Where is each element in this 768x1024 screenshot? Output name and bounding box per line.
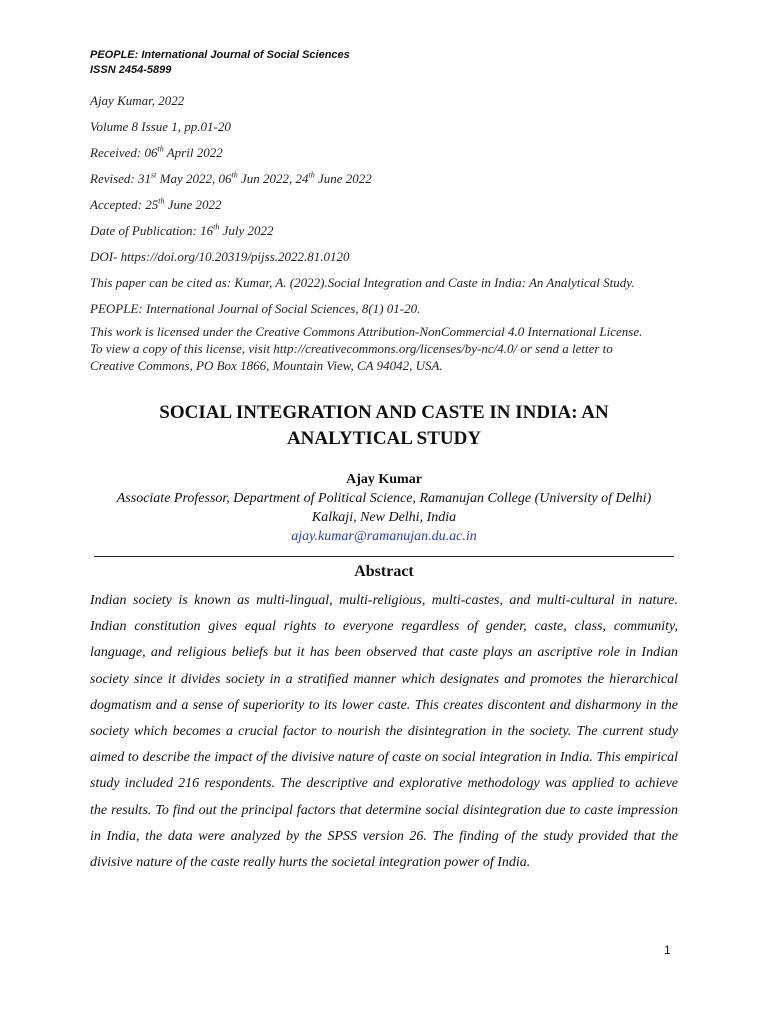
publication-suffix: July 2022 [219, 223, 274, 238]
journal-name: PEOPLE: International Journal of Social Sciences [90, 49, 350, 61]
publication-prefix: Date of Publication: 16 [90, 223, 214, 238]
section-divider [94, 556, 674, 557]
paper-title [90, 400, 678, 452]
author-email-link[interactable]: ajay.kumar@ramanujan.du.ac.in [291, 529, 477, 544]
article-meta [90, 92, 690, 374]
received-prefix: Received: 06 [90, 145, 158, 160]
abstract-body: Indian society is known as multi-lingual, multi-religious, multi-castes, and multi-cultural in nature. Indian constitution gives equal rights to everyone regardless of gender, caste, class, community, language, and religious beliefs but it has been observed that caste plays an ascriptive role in Indian society since it divides society in a stratified manner which designates and promotes the hierarchical dogmatism and a sense of superiority to its lower caste. This creates discontent and disharmony in the society which becomes a crucial factor to nourish the disintegration in the society. The current study aimed to describe the impact of the divisive nature of caste on social integration in India. This empirical study included 216 respondents. The descriptive and explorative methodology was applied to achieve the results. To find out the principal factors that determine social disintegration due to caste impression in India, the data were analyzed by the SPSS version 26. The finding of the study provided that the divisive nature of the caste really hurts the societal integration power of India. [90, 593, 678, 871]
received-sup: th [157, 144, 164, 154]
revised-sup-2: th [231, 170, 238, 180]
received-suffix: April 2022 [163, 145, 223, 160]
meta-accepted [90, 196, 690, 222]
revised-mid-1: May 2022, 06 [156, 171, 232, 186]
meta-doi[interactable]: DOI- https://doi.org/10.20319/pijss.2022.81.0120 [90, 249, 350, 264]
meta-author-year: Ajay Kumar, 2022 [90, 93, 185, 108]
journal-issn: ISSN 2454-5899 [90, 64, 172, 76]
meta-volume: Volume 8 Issue 1, pp.01-20 [90, 119, 231, 134]
author-name: Ajay Kumar [346, 472, 422, 487]
journal-header [90, 48, 350, 78]
accepted-sup: th [158, 196, 165, 206]
title-line-2: ANALYTICAL STUDY [286, 428, 482, 449]
revised-prefix: Revised: 31 [90, 171, 152, 186]
author-location: Kalkaji, New Delhi, India [311, 510, 457, 525]
abstract-heading: Abstract [354, 563, 414, 580]
meta-citation-journal: PEOPLE: International Journal of Social Sciences, 8(1) 01-20. [90, 301, 421, 316]
author-affiliation: Associate Professor, Department of Political Science, Ramanujan College (University of Delhi) [116, 491, 652, 506]
meta-citation: This paper can be cited as: Kumar, A. (2022).Social Integration and Caste in India: An Analytical Study. [90, 275, 635, 290]
publication-sup: th [213, 222, 220, 232]
meta-publication-date [90, 222, 690, 248]
revised-sup-1: st [151, 170, 157, 180]
meta-license: This work is licensed under the Creative Commons Attribution-NonCommercial 4.0 International License. To view a copy of this license, visit http://creativecommons.org/licenses/by-nc/4.0/ or send a letter to Creative Commons, PO Box 1866, Mountain View, CA 94042, USA. [90, 324, 643, 373]
revised-mid-2: Jun 2022, 24 [237, 171, 309, 186]
revised-sup-3: th [308, 170, 315, 180]
meta-revised [90, 170, 690, 196]
author-block [90, 470, 678, 546]
accepted-prefix: Accepted: 25 [90, 197, 159, 212]
accepted-suffix: June 2022 [164, 197, 222, 212]
meta-received [90, 144, 690, 170]
page-number: 1 [664, 943, 671, 957]
revised-suffix: June 2022 [314, 171, 372, 186]
title-line-1: SOCIAL INTEGRATION AND CASTE IN INDIA: AN [159, 402, 609, 423]
